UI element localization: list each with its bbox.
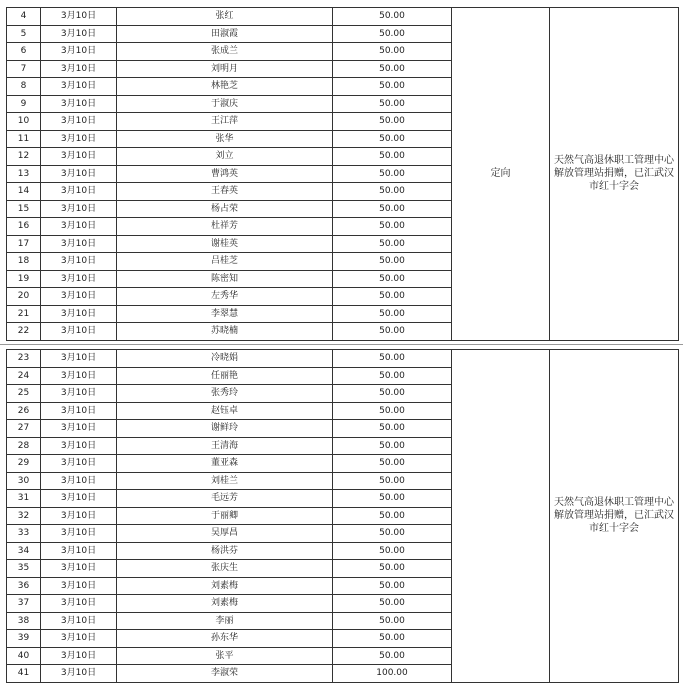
row-date: 3月10日 — [41, 78, 117, 96]
donor-name: 王江萍 — [117, 113, 333, 131]
donation-amount: 50.00 — [333, 490, 452, 508]
donation-amount: 50.00 — [333, 437, 452, 455]
donation-amount: 50.00 — [333, 577, 452, 595]
row-number: 27 — [7, 420, 41, 438]
row-date: 3月10日 — [41, 218, 117, 236]
row-number: 24 — [7, 367, 41, 385]
donor-name: 左秀华 — [117, 288, 333, 306]
donor-name: 王春英 — [117, 183, 333, 201]
donor-name: 刘桂兰 — [117, 472, 333, 490]
row-number: 35 — [7, 560, 41, 578]
donation-amount: 50.00 — [333, 647, 452, 665]
donation-amount: 50.00 — [333, 113, 452, 131]
donor-name: 曹鸿英 — [117, 165, 333, 183]
row-date: 3月10日 — [41, 200, 117, 218]
row-number: 41 — [7, 665, 41, 683]
donation-amount: 50.00 — [333, 60, 452, 78]
row-number: 15 — [7, 200, 41, 218]
row-number: 19 — [7, 270, 41, 288]
row-number: 12 — [7, 148, 41, 166]
donation-amount: 50.00 — [333, 270, 452, 288]
donation-table-section-1 — [6, 7, 679, 341]
donor-name: 李淑荣 — [117, 665, 333, 683]
donor-name: 赵钰卓 — [117, 402, 333, 420]
donor-name: 田淑霞 — [117, 25, 333, 43]
row-date: 3月10日 — [41, 455, 117, 473]
row-number: 29 — [7, 455, 41, 473]
row-number: 32 — [7, 507, 41, 525]
donor-name: 毛远芳 — [117, 490, 333, 508]
row-number: 8 — [7, 78, 41, 96]
donor-name: 吴厚昌 — [117, 525, 333, 543]
donation-amount: 50.00 — [333, 595, 452, 613]
row-date: 3月10日 — [41, 525, 117, 543]
row-number: 37 — [7, 595, 41, 613]
donation-amount: 50.00 — [333, 367, 452, 385]
donor-name: 张平 — [117, 647, 333, 665]
donor-name: 李翠慧 — [117, 305, 333, 323]
donation-amount: 50.00 — [333, 200, 452, 218]
donation-amount: 50.00 — [333, 130, 452, 148]
donor-name: 董亚森 — [117, 455, 333, 473]
row-number: 28 — [7, 437, 41, 455]
donor-name: 张华 — [117, 130, 333, 148]
row-number: 38 — [7, 612, 41, 630]
row-number: 34 — [7, 542, 41, 560]
row-number: 14 — [7, 183, 41, 201]
row-date: 3月10日 — [41, 113, 117, 131]
donation-amount: 50.00 — [333, 218, 452, 236]
donor-name: 吕桂芝 — [117, 253, 333, 271]
row-number: 21 — [7, 305, 41, 323]
row-date: 3月10日 — [41, 507, 117, 525]
donation-amount: 50.00 — [333, 525, 452, 543]
donation-note: 天然气高退休职工管理中心解放管理站捐赠，已汇武汉市红十字会 — [550, 8, 679, 341]
donation-method: 定向 — [452, 8, 550, 341]
row-date: 3月10日 — [41, 43, 117, 61]
row-date: 3月10日 — [41, 8, 117, 26]
donor-name: 谢桂英 — [117, 235, 333, 253]
row-number: 16 — [7, 218, 41, 236]
row-date: 3月10日 — [41, 183, 117, 201]
donation-amount: 50.00 — [333, 385, 452, 403]
row-date: 3月10日 — [41, 665, 117, 683]
donation-amount: 50.00 — [333, 148, 452, 166]
donor-name: 杜祥芳 — [117, 218, 333, 236]
donation-amount: 50.00 — [333, 472, 452, 490]
row-date: 3月10日 — [41, 472, 117, 490]
donation-amount: 50.00 — [333, 288, 452, 306]
donor-name: 任丽艳 — [117, 367, 333, 385]
row-date: 3月10日 — [41, 165, 117, 183]
row-date: 3月10日 — [41, 305, 117, 323]
table-row — [7, 350, 679, 368]
donation-amount: 50.00 — [333, 183, 452, 201]
donor-name: 苏晓楠 — [117, 323, 333, 341]
donation-amount: 50.00 — [333, 253, 452, 271]
donor-name: 刘明月 — [117, 60, 333, 78]
donation-amount: 50.00 — [333, 507, 452, 525]
row-number: 6 — [7, 43, 41, 61]
donation-amount: 50.00 — [333, 165, 452, 183]
row-date: 3月10日 — [41, 95, 117, 113]
row-date: 3月10日 — [41, 577, 117, 595]
row-date: 3月10日 — [41, 323, 117, 341]
donation-amount: 50.00 — [333, 402, 452, 420]
row-number: 4 — [7, 8, 41, 26]
donor-name: 于丽卿 — [117, 507, 333, 525]
donation-table-section-2 — [6, 349, 679, 683]
donation-amount: 50.00 — [333, 455, 452, 473]
donation-amount: 50.00 — [333, 8, 452, 26]
row-date: 3月10日 — [41, 420, 117, 438]
donation-amount: 50.00 — [333, 612, 452, 630]
donation-amount: 50.00 — [333, 350, 452, 368]
row-date: 3月10日 — [41, 385, 117, 403]
page-break-line — [0, 344, 683, 345]
row-number: 22 — [7, 323, 41, 341]
donation-amount: 50.00 — [333, 43, 452, 61]
row-number: 23 — [7, 350, 41, 368]
row-number: 39 — [7, 630, 41, 648]
row-number: 17 — [7, 235, 41, 253]
donor-name: 谢鲜玲 — [117, 420, 333, 438]
row-date: 3月10日 — [41, 490, 117, 508]
row-number: 5 — [7, 25, 41, 43]
donor-name: 刘立 — [117, 148, 333, 166]
row-date: 3月10日 — [41, 367, 117, 385]
donor-name: 杨占荣 — [117, 200, 333, 218]
row-number: 20 — [7, 288, 41, 306]
row-number: 33 — [7, 525, 41, 543]
row-date: 3月10日 — [41, 148, 117, 166]
row-number: 40 — [7, 647, 41, 665]
row-date: 3月10日 — [41, 402, 117, 420]
donor-name: 刘素梅 — [117, 595, 333, 613]
donation-amount: 50.00 — [333, 235, 452, 253]
row-date: 3月10日 — [41, 560, 117, 578]
row-date: 3月10日 — [41, 437, 117, 455]
row-number: 26 — [7, 402, 41, 420]
donor-name: 张红 — [117, 8, 333, 26]
donor-name: 冷晓娟 — [117, 350, 333, 368]
row-date: 3月10日 — [41, 612, 117, 630]
donor-name: 陈密知 — [117, 270, 333, 288]
donor-name: 张成兰 — [117, 43, 333, 61]
donation-amount: 50.00 — [333, 323, 452, 341]
donation-amount: 50.00 — [333, 78, 452, 96]
donation-method — [452, 350, 550, 683]
donation-amount: 50.00 — [333, 630, 452, 648]
row-date: 3月10日 — [41, 253, 117, 271]
row-date: 3月10日 — [41, 25, 117, 43]
donor-name: 张庆生 — [117, 560, 333, 578]
row-number: 30 — [7, 472, 41, 490]
donation-amount: 50.00 — [333, 542, 452, 560]
row-date: 3月10日 — [41, 350, 117, 368]
row-number: 25 — [7, 385, 41, 403]
donor-name: 于淑庆 — [117, 95, 333, 113]
row-date: 3月10日 — [41, 235, 117, 253]
donation-amount: 50.00 — [333, 560, 452, 578]
donation-amount: 100.00 — [333, 665, 452, 683]
row-number: 7 — [7, 60, 41, 78]
donation-amount: 50.00 — [333, 305, 452, 323]
donor-name: 杨洪芬 — [117, 542, 333, 560]
donor-name: 刘素梅 — [117, 577, 333, 595]
donor-name: 孙东华 — [117, 630, 333, 648]
row-date: 3月10日 — [41, 595, 117, 613]
row-date: 3月10日 — [41, 270, 117, 288]
table-row — [7, 8, 679, 26]
row-number: 11 — [7, 130, 41, 148]
donation-amount: 50.00 — [333, 420, 452, 438]
donation-amount: 50.00 — [333, 25, 452, 43]
donor-name: 张秀玲 — [117, 385, 333, 403]
donor-name: 林艳芝 — [117, 78, 333, 96]
row-date: 3月10日 — [41, 60, 117, 78]
row-date: 3月10日 — [41, 542, 117, 560]
row-date: 3月10日 — [41, 630, 117, 648]
row-number: 18 — [7, 253, 41, 271]
row-number: 36 — [7, 577, 41, 595]
row-date: 3月10日 — [41, 130, 117, 148]
row-number: 31 — [7, 490, 41, 508]
row-number: 13 — [7, 165, 41, 183]
row-number: 9 — [7, 95, 41, 113]
donation-note: 天然气高退休职工管理中心解放管理站捐赠，已汇武汉市红十字会 — [550, 350, 679, 683]
donor-name: 王清海 — [117, 437, 333, 455]
donor-name: 李丽 — [117, 612, 333, 630]
row-number: 10 — [7, 113, 41, 131]
row-date: 3月10日 — [41, 288, 117, 306]
donation-amount: 50.00 — [333, 95, 452, 113]
row-date: 3月10日 — [41, 647, 117, 665]
